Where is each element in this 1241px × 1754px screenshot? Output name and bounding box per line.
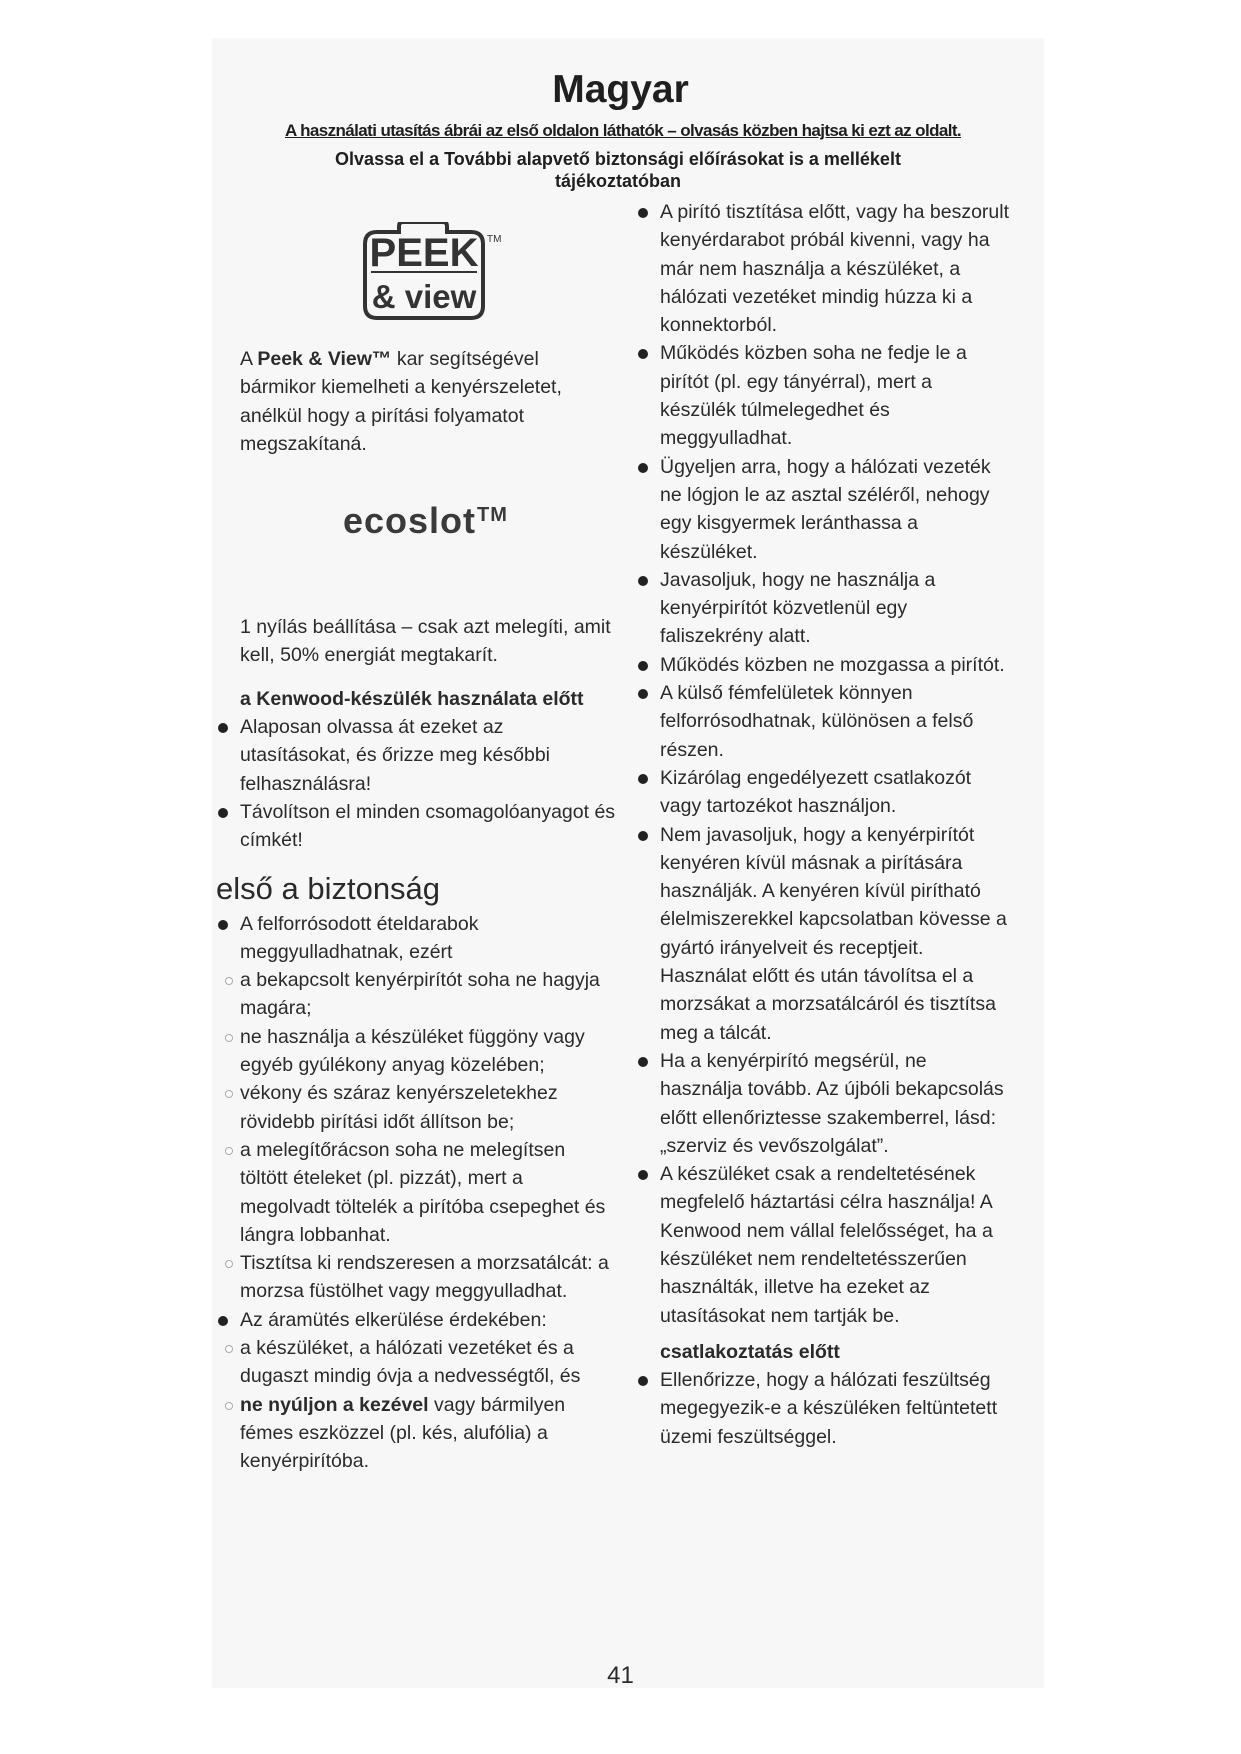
sub-list-item-bold: ne nyúljon a kezével xyxy=(240,1393,429,1416)
sub-list-item: a melegítőrácson soha ne melegítsen töltött ételeket (pl. pizzát), mert a megolvadt töltelék a pirítóba csepeghet és lángra lobbanhat. xyxy=(240,1136,618,1249)
list-item: A külső fémfelületek könnyen felforrósodhatnak, különösen a felső részen. xyxy=(660,679,1010,764)
connect-list xyxy=(660,1366,1010,1451)
sub-list-item: Tisztítsa ki rendszeresen a morzsatálcát: a morzsa füstölhet vagy meggyulladhat. xyxy=(240,1249,618,1306)
page-subtitle: A használati utasítás ábrái az első oldalon láthatók – olvasás közben hajtsa ki ezt az oldalt. xyxy=(284,121,962,140)
list-item: A készüléket csak a rendeltetésének megfelelő háztartási célra használja! A Kenwood nem vállal felelősséget, ha a készüléket nem rendeltetésszerűen használták, illetve ha ezeket az utasításokat nem tartják be. xyxy=(660,1160,1010,1330)
list-item: Nem javasoljuk, hogy a kenyérpirítót kenyéren kívül másnak a pirítására használják. A kenyéren kívül pirítható élelmiszerekkel kapcsolatban kövesse a gyártó irányelveit és receptjeit. Használat előtt és után távolítsa el a morzsákat a morzsatálcáról és tisztítsa meg a tálcát. xyxy=(660,821,1010,1047)
list-item: Kizárólag engedélyezett csatlakozót vagy tartozékot használjon. xyxy=(660,764,1010,821)
sub-list-item xyxy=(240,1391,618,1476)
safety-list-right xyxy=(660,198,1010,1330)
peek-and-view-logo xyxy=(355,222,507,322)
list-item: Működés közben ne mozgassa a pirítót. xyxy=(660,651,1010,679)
list-item: Alaposan olvassa át ezeket az utasításokat, és őrizze meg későbbi felhasználásra! xyxy=(240,713,618,798)
page-title: Magyar xyxy=(552,68,689,111)
safety-list-left xyxy=(240,910,618,1476)
peek-name: Peek & View™ xyxy=(257,348,392,370)
peek-intro: A xyxy=(240,348,252,370)
list-item: A pirító tisztítása előtt, vagy ha beszorult kenyérdarabot próbál kivenni, vagy ha már nem használja a készüléket, a hálózati vezetéket mindig húzza ki a konnektorból. xyxy=(660,198,1010,339)
list-item: Távolítson el minden csomagolóanyagot és címkét! xyxy=(240,798,618,855)
list-item: A felforrósodott ételdarabok meggyulladhatnak, ezért xyxy=(240,910,618,967)
list-item: Ellenőrizze, hogy a hálózati feszültség megegyezik-e a készüléken feltüntetett üzemi feszültséggel. xyxy=(660,1366,1010,1451)
safety-section-title: első a biztonság xyxy=(216,870,441,906)
before-use-heading: a Kenwood-készülék használata előtt xyxy=(240,687,584,710)
logo-peek-tm: TM xyxy=(487,234,502,245)
sub-list-item: ne használja a készüléket függöny vagy egyéb gyúlékony anyag közelében; xyxy=(240,1023,618,1080)
sub-list-item: vékony és száraz kenyérszeletekhez rövidebb pirítási időt állítson be; xyxy=(240,1079,618,1136)
peek-description xyxy=(240,345,618,458)
page-number: 41 xyxy=(607,1662,634,1689)
before-use-list xyxy=(240,713,618,854)
safety-note: Olvassa el a További alapvető biztonsági előírásokat is a mellékelt tájékoztatóban xyxy=(335,149,901,191)
list-item: Működés közben soha ne fedje le a pirítót (pl. egy tányérral), mert a készülék túlmelegedhet és meggyulladhat. xyxy=(660,339,1010,452)
logo-view-text: & view xyxy=(371,278,477,315)
ecoslot-description: 1 nyílás beállítása – csak azt melegíti, amit kell, 50% energiát megtakarít. xyxy=(240,616,611,667)
list-item: Ha a kenyérpirító megsérül, ne használja tovább. Az újbóli bekapcsolás előtt ellenőriztesse szakemberrel, lásd: „szerviz és vevőszolgálat”. xyxy=(660,1047,1010,1160)
logo-peek-text: PEEK xyxy=(369,231,479,275)
right-column xyxy=(660,198,1010,1451)
sub-list-item: a bekapcsolt kenyérpirítót soha ne hagyja magára; xyxy=(240,966,618,1023)
list-item: Az áramütés elkerülése érdekében: xyxy=(240,1306,618,1334)
connect-heading: csatlakoztatás előtt xyxy=(660,1340,840,1363)
list-item: Ügyeljen arra, hogy a hálózati vezeték ne lógjon le az asztal széléről, nehogy egy kisgyermek leránthassa a készüléket. xyxy=(660,453,1010,566)
ecoslot-logo-tm: TM xyxy=(477,504,508,526)
sub-list-item-rest: vagy bármilyen fémes eszközzel (pl. kés, alufólia) a kenyérpirítóba. xyxy=(240,1393,566,1473)
left-column xyxy=(216,345,618,1476)
ecoslot-logo-text: ecoslot xyxy=(343,500,477,541)
list-item: Javasoljuk, hogy ne használja a kenyérpirítót közvetlenül egy faliszekrény alatt. xyxy=(660,566,1010,651)
peek-desc: kar segítségével bármikor kiemelheti a kenyérszeletet, anélkül hogy a pirítási folyamatot megszakítaná. xyxy=(240,348,562,455)
sub-list-item: a készüléket, a hálózati vezetéket és a dugaszt mindig óvja a nedvességtől, és xyxy=(240,1334,618,1391)
